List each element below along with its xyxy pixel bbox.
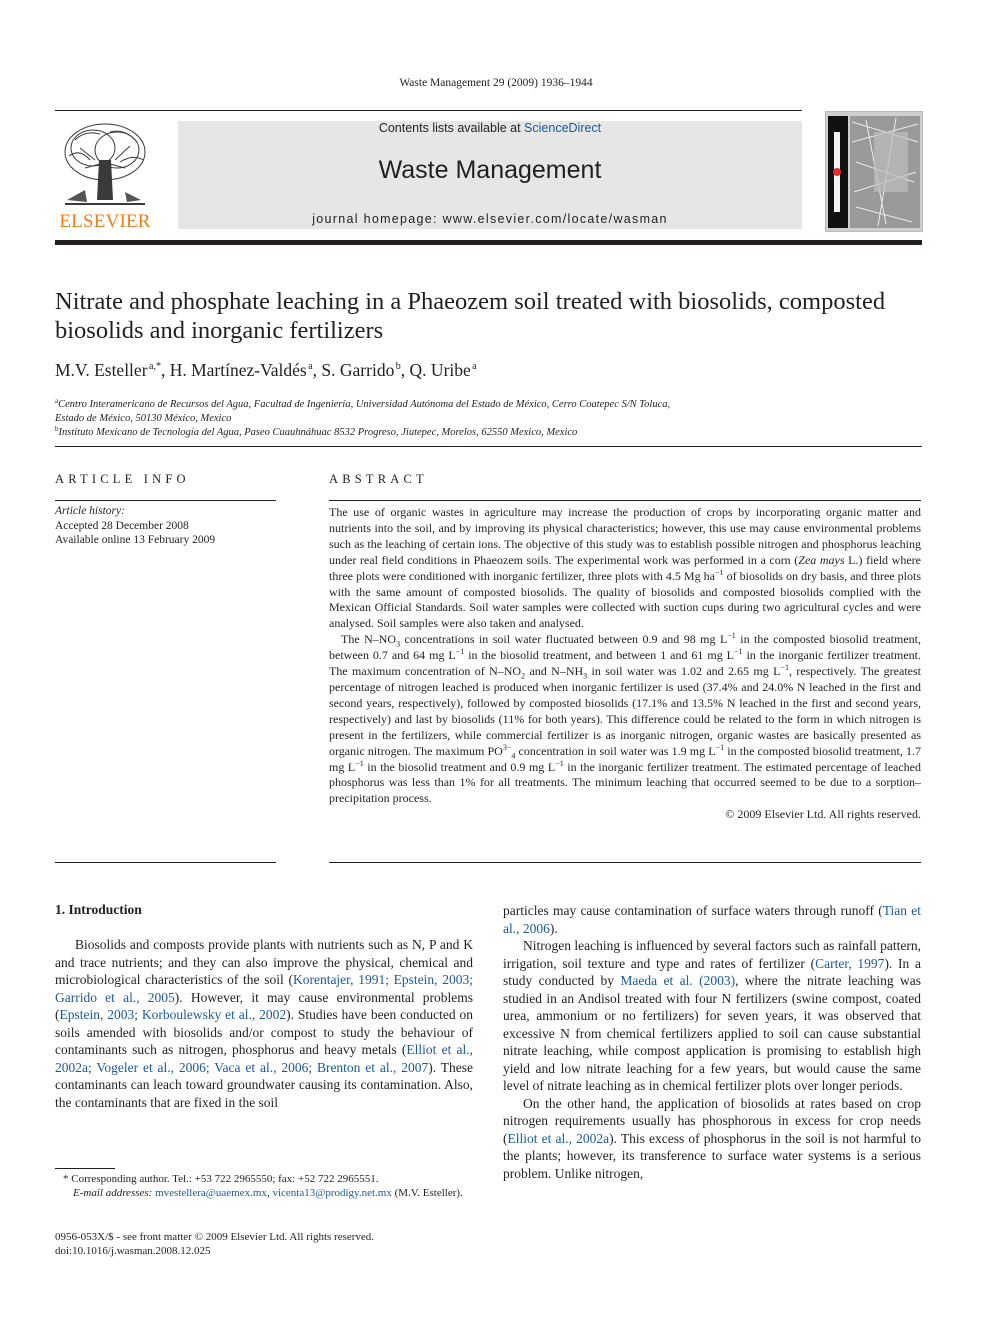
corresponding-author-footnote bbox=[55, 1172, 473, 1200]
header-thick-rule bbox=[55, 240, 922, 245]
author-name: S. Garrido bbox=[321, 360, 395, 380]
history-label: Article history: bbox=[55, 505, 125, 517]
author-name: M.V. Esteller bbox=[55, 360, 148, 380]
author-affiliation-mark[interactable]: b bbox=[395, 361, 401, 372]
section-heading-introduction: 1. Introduction bbox=[55, 902, 142, 917]
article-info-heading: ARTICLE INFO bbox=[55, 472, 190, 486]
body-column-left bbox=[55, 936, 473, 1111]
journal-homepage[interactable]: journal homepage: www.elsevier.com/locate/wasman bbox=[312, 212, 668, 226]
author-name: H. Martínez-Valdés bbox=[169, 360, 307, 380]
citation-link[interactable]: Elliot et al., 2002a; Vogeler et al., 2006; Vaca et al., 2006; Brenton et al., 2007 bbox=[55, 1042, 473, 1075]
abstract-heading: ABSTRACT bbox=[329, 472, 428, 486]
citation-link[interactable]: Tian et al., 2006 bbox=[503, 903, 921, 936]
citation-link[interactable]: Carter, 1997 bbox=[815, 955, 885, 971]
cover-icon bbox=[826, 112, 922, 231]
doi-line[interactable]: doi:10.1016/j.wasman.2008.12.025 bbox=[55, 1245, 211, 1257]
author-list: M.V. Esteller $^{a,*}$, H. Martínez-Valdés $^a$, S. Garrido $^b$, Q. Uribe $^a$ bbox=[55, 360, 477, 380]
affiliation-rule bbox=[55, 446, 922, 447]
abstract-paragraph-1: The use of organic wastes in agriculture may increase the production of crops by incorporating organic matter and nutrients into the soil, and by improving its physical characteristics; however, this use may cause environmental problems such as the leaching of certain ions. The objective of this study was to establish possible nitrogen and phosphorus leaching under real field conditions in Phaeozem soils. The experimental work was performed in a corn (Zea mays L.) field where three plots were conditioned with inorganic fertilizer, three plots with 4.5 Mg $ha^{-1}$ of biosolids on dry basis, and three plots with the same amount of composted biosolids. The quality of biosolids and composted biosolids complied with the Mexican Official Standards. Soil water samples were collected with suction cups during two agricultural cycles and were analysed. Soil samples were also taken and analysed. bbox=[329, 505, 921, 631]
article-info-bottom-rule bbox=[55, 862, 276, 863]
email-link[interactable]: mvestellera@uaemex.mx bbox=[155, 1187, 267, 1199]
citation-link[interactable]: Epstein, 2003; Korboulewsky et al., 2002 bbox=[59, 1007, 287, 1022]
abstract-bottom-rule bbox=[329, 862, 921, 863]
citation-link[interactable]: Elliot et al., 2002a bbox=[507, 1130, 610, 1146]
front-matter-info bbox=[55, 1230, 374, 1258]
body-paragraph: Nitrogen leaching is influenced by several factors such as rainfall pattern, irrigation, soil texture and type and rates of fertilizer (Carter, 1997). In a study conducted by Maeda et al. (2003), where the nitrate leaching was studied in an Andisol treated with four N fertilizers (swine compost, coated urea, ammonium or no fertilizers) for seven years, it was observed that excessive N from chemical fertilizers applied to soil can cause substantial nitrate leaching, while compost application is promising to establish high yield and low nitrate leaching for a few years, but would cause the same level of nitrate leaching as in chemical fertilizer plots over longer periods. bbox=[503, 938, 922, 1093]
author-affiliation-mark[interactable]: a,* bbox=[149, 361, 161, 372]
body-paragraph: On the other hand, the application of biosolids at rates based on crop nitrogen requirements usually has phosphorous in excess for crop needs (Elliot et al., 2002a). This excess of phosphorus in the soil is not harmful to the plants; however, its transference to surface water systems is a serious problem. Unlike nitrogen, bbox=[503, 1095, 921, 1181]
author-affiliation-mark[interactable]: a bbox=[472, 361, 477, 372]
citation-link[interactable]: Korentajer, 1991; Epstein, 2003; Garrido et al., 2005 bbox=[55, 972, 473, 1005]
issn-line: 0956-053X/$ - see front matter © 2009 Elsevier Ltd. All rights reserved. bbox=[55, 1231, 375, 1243]
affiliation-text-continued: Estado de México, 50130 México, Mexico bbox=[55, 413, 232, 424]
affiliation-label: b bbox=[55, 425, 59, 433]
abstract-paragraph-2: The $N-NO_3$ concentrations in soil water fluctuated between 0.9 and 98 mg $L^{-1}$ in the composted biosolid treatment, between 0.7 and 64 mg $L^{-1}$ in the biosolid treatment, and between 1 and 61 mg $L^{-1}$ in the inorganic fertilizer treatment. The maximum concentration of $N-NO_2$ and $N-NH_3$ in soil water was 1.02 and 2.65 mg $L^{-1}$, respectively. The greatest percentage of nitrogen leached is produced when inorganic fertilizer is used (37.4% and 24.0% N leached in the first and second years, respectively), followed by composted biosolids (17.1% and 13.5% N leached in the first and second years, respectively) and last by biosolids (11% for both years). This difference could be related to the form in which nitrogen is present in the fertilizers, while commercial fertilizer is as inorganic nitrogen, organic wastes are basically presented as organic nitrogen. The maximum $PO^{3-}_4$ concentration in soil water was 1.9 mg $L^{-1}$ in the composted biosolid treatment, 1.7 mg $L^{-1}$ in the biosolid treatment and 0.9 mg $L^{-1}$ in the inorganic fertilizer treatment. The estimated percentage of leached phosphorus was less than 1% for all treatments. The minimum leaching that occurred seemed to be due to a sorption–precipitation process. bbox=[329, 631, 922, 806]
sciencedirect-link[interactable]: ScienceDirect bbox=[524, 121, 602, 135]
corresponding-author: * Corresponding author. Tel.: +53 722 2965550; fax: +52 722 2965551. bbox=[63, 1173, 379, 1185]
journal-reference: Waste Management 29 (2009) 1936–1944 bbox=[399, 77, 593, 89]
online-date: Available online 13 February 2009 bbox=[55, 534, 216, 547]
body-paragraph: Biosolids and composts provide plants with nutrients such as N, P and K and trace nutrients; and they can also improve the physical, chemical and microbiological characteristics of the soil (Korentajer, 1991; Epstein, 2003; Garrido et al., 2005). However, it may cause environmental problems (Epstein, 2003; Korboulewsky et al., 2002). Studies have been conducted on soils amended with biosolids and/or compost to study the behaviour of contaminants such as nitrogen, phosphorus and heavy metals (Elliot et al., 2002a; Vogeler et al., 2006; Vaca et al., 2006; Brenton et al., 2007). These contaminants can leach toward groundwater causing its contamination. Also, the contaminants that are fixed in the soil bbox=[55, 937, 474, 1110]
affiliation-label: a bbox=[55, 397, 59, 405]
elsevier-wordmark: ELSEVIER bbox=[59, 211, 151, 232]
tree-icon bbox=[55, 120, 155, 210]
accepted-date: Accepted 28 December 2008 bbox=[55, 519, 189, 532]
author-name: Q. Uribe bbox=[409, 360, 471, 380]
article-info-rule bbox=[55, 500, 276, 501]
header-rule bbox=[55, 110, 802, 111]
email-link[interactable]: vicenta13@prodigy.net.mx bbox=[272, 1187, 392, 1199]
body-column-right bbox=[503, 902, 921, 1182]
abstract-body bbox=[329, 505, 921, 823]
contents-prefix: Contents lists available at bbox=[378, 121, 525, 135]
article-history bbox=[55, 504, 280, 548]
species-name: Zea mays bbox=[798, 552, 845, 567]
email-addresses: E-mail addresses: mvestellera@uaemex.mx, vicenta13@prodigy.net.mx (M.V. Esteller). bbox=[73, 1187, 463, 1199]
citation-link[interactable]: Maeda et al. (2003) bbox=[620, 973, 736, 988]
contents-availability bbox=[178, 121, 802, 135]
author-affiliation-mark[interactable]: a bbox=[308, 361, 313, 372]
journal-title: Waste Management bbox=[378, 156, 602, 184]
copyright-notice: © 2009 Elsevier Ltd. All rights reserved. bbox=[725, 807, 921, 822]
abstract-rule bbox=[329, 500, 921, 501]
journal-cover-image bbox=[825, 111, 923, 232]
affiliation-text: Centro Interamericano de Recursos del Agua, Facultad de Ingeniería, Universidad Autónoma del Estado de México, Cerro Coatepec S/N Toluca, bbox=[58, 399, 671, 410]
body-paragraph: particles may cause contamination of surface waters through runoff (Tian et al., 2006). bbox=[503, 903, 921, 936]
affiliation-text: Instituto Mexicano de Tecnología del Agua, Paseo Cuauhnáhuac 8532 Progreso, Jiutepec, Morelos, 62550 Mexico, Mexico bbox=[58, 427, 578, 438]
article-title: Nitrate and phosphate leaching in a Phaeozem soil treated with biosolids, composted biosolids and inorganic fertilizers bbox=[55, 288, 886, 344]
footnote-rule bbox=[55, 1168, 115, 1169]
affiliation-b bbox=[55, 422, 577, 440]
